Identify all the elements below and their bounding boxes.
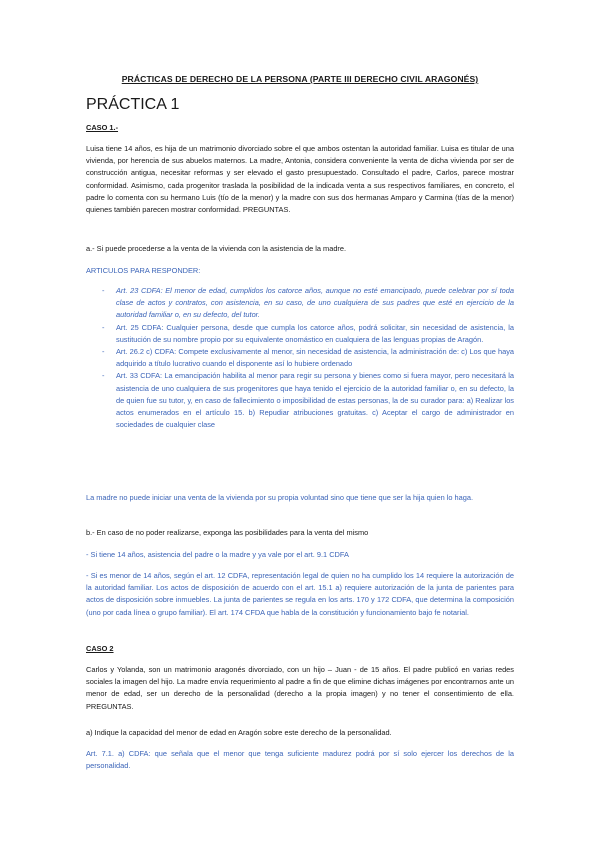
articles-heading: ARTICULOS PARA RESPONDER: (86, 266, 201, 275)
articles-list (86, 285, 514, 431)
case-2-answer-a: Art. 7.1. a) CDFA: que señala que el menor que tenga suficiente madurez podrá por sí solo ejercer los derechos de la personalidad. (86, 749, 514, 771)
case-1-question-a: a.- Si puede procederse a la venta de la vivienda con la asistencia de la madre. (86, 244, 347, 253)
case-2-heading: CASO 2 (86, 644, 114, 653)
case-1-answer-a: La madre no puede iniciar una venta de la vivienda por su propia voluntad sino que tiene que ser la hija quien lo haga. (86, 493, 474, 502)
case-1-question-b: b.- En caso de no poder realizarse, exponga las posibilidades para la venta del mismo (86, 528, 369, 537)
article-text: Art. 23 CDFA: El menor de edad, cumplidos los catorce años, aunque no esté emancipado, puede celebrar por sí toda clase de actos y contratos, con asistencia, en su caso, de uno cualquiera de sus padres que esté en ejercicio de la autoridad familiar o, en su defecto, del tutor. (116, 286, 514, 320)
case-2-question-a: a) Indique la capacidad del menor de edad en Aragón sobre este derecho de la personalidad. (86, 728, 392, 737)
article-text: Art. 25 CDFA: Cualquier persona, desde que cumpla los catorce años, podrá solicitar, sin necesidad de asistencia, la sustitución de su nombre propio por su equivalente onomástico en cualquiera de las lenguas propias de Aragón. (116, 322, 514, 344)
article-item: - Art. 26.2 c) CDFA: Compete exclusivamente al menor, sin necesidad de asistencia, la administración de: c) Los que haya adquirido a título lucrativo cuando el disponente así lo hubiere ordenado (102, 347, 514, 369)
case-2-statement: Carlos y Yolanda, son un matrimonio aragonés divorciado, con un hijo – Juan - de 15 años. El padre publicó en varias redes sociales la imagen del hijo. La madre envía requerimiento al padre a fin de que elimine dichas imágenes por encontrarnos ante un menor de edad, ser un derecho de la personalidad (derecho a la propia imagen) y no tener el consentimiento de ella. PREGUNTAS. (86, 665, 514, 711)
case-1-heading: CASO 1.- (86, 123, 119, 132)
document-title: PRÁCTICAS DE DERECHO DE LA PERSONA (PARTE III DERECHO CIVIL ARAGONÉS) (121, 74, 479, 84)
article-item: - Art. 23 CDFA: El menor de edad, cumplidos los catorce años, aunque no esté emancipado, puede celebrar por sí toda clase de actos y contratos, con asistencia, en su caso, de uno cualquiera de sus padres que esté en ejercicio de la autoridad familiar o, en su defecto, del tutor. (102, 286, 514, 320)
article-text: Art. 26.2 c) CDFA: Compete exclusivamente al menor, sin necesidad de asistencia, la administración de: c) Los que haya adquirido a título lucrativo cuando el disponente así lo hubiere ordenado (116, 347, 514, 369)
article-item: - Art. 33 CDFA: La emancipación habilita al menor para regir su persona y bienes como si fuera mayor, pero necesitará la asistencia de uno cualquiera de sus progenitores que haya tenido el ejercicio de la autoridad familiar o, en su defecto, la de quien fue su tutor, y, en caso de fallecimiento o imposibilidad de estas personas, la de su curador para: a) Realizar los actos enumerados en el artículo 15. b) Repudiar atribuciones gratuitas. c) Aceptar el cargo de administrador en sociedades de cualquier clase (102, 371, 514, 430)
case-1-answer-b1: - Si tiene 14 años, asistencia del padre o la madre y ya vale por el art. 9.1 CDFA (86, 550, 349, 559)
case-1-statement: Luisa tiene 14 años, es hija de un matrimonio divorciado sobre el que ambos ostentan la autoridad familiar. Luisa es titular de una vivienda, por herencia de sus abuelos maternos. La madre, Antonia, considera conveniente la venta de dicha vivienda por ser de construcción antigua, necesitar reformas y ser elevado el gasto presupuestado. Consultado el padre, Carlos, parece mostrar conformidad. Asimismo, cada progenitor traslada la posibilidad de la indicada venta a sus respectivos familiares, en concreto, el padre lo comenta con su hermano Luis (tío de la menor) y la madre con sus dos hermanas Amparo y Carmina (tías de la menor) quienes también parecen mostrar conformidad. PREGUNTAS. (86, 144, 514, 215)
case-1-answer-b2: - Si es menor de 14 años, según el art. 12 CDFA, representación legal de quien no ha cumplido los 14 requiere la autorización de la autoridad familiar. Los actos de disposición de acuerdo con el art. 15.1 a) requiere autorización de la junta de parientes para actos de disposición sobre inmuebles. La junta de parientes se regula en los arts. 170 y 172 CDFA, que determina la composición (uno por cada línea o grupo familiar). El art. 174 CFDA que habla de la constitución y funcionamiento bajo fe notarial. (86, 571, 514, 617)
article-text: Art. 33 CDFA: La emancipación habilita al menor para regir su persona y bienes como si fuera mayor, pero necesitará la asistencia de uno cualquiera de sus progenitores que haya tenido el ejercicio de la autoridad familiar o, en su defecto, la de quien fue su tutor, y, en caso de fallecimiento o imposibilidad de estas personas, la de su curador para: a) Realizar los actos enumerados en el artículo 15. b) Repudiar atribuciones gratuitas. c) Aceptar el cargo de administrador en sociedades de cualquier clase (116, 371, 514, 430)
article-item: - Art. 25 CDFA: Cualquier persona, desde que cumpla los catorce años, podrá solicitar, sin necesidad de asistencia, la sustitución de su nombre propio por su equivalente onomástico en cualquiera de las lenguas propias de Aragón. (102, 322, 514, 344)
practice-heading: PRÁCTICA 1 (86, 96, 180, 113)
